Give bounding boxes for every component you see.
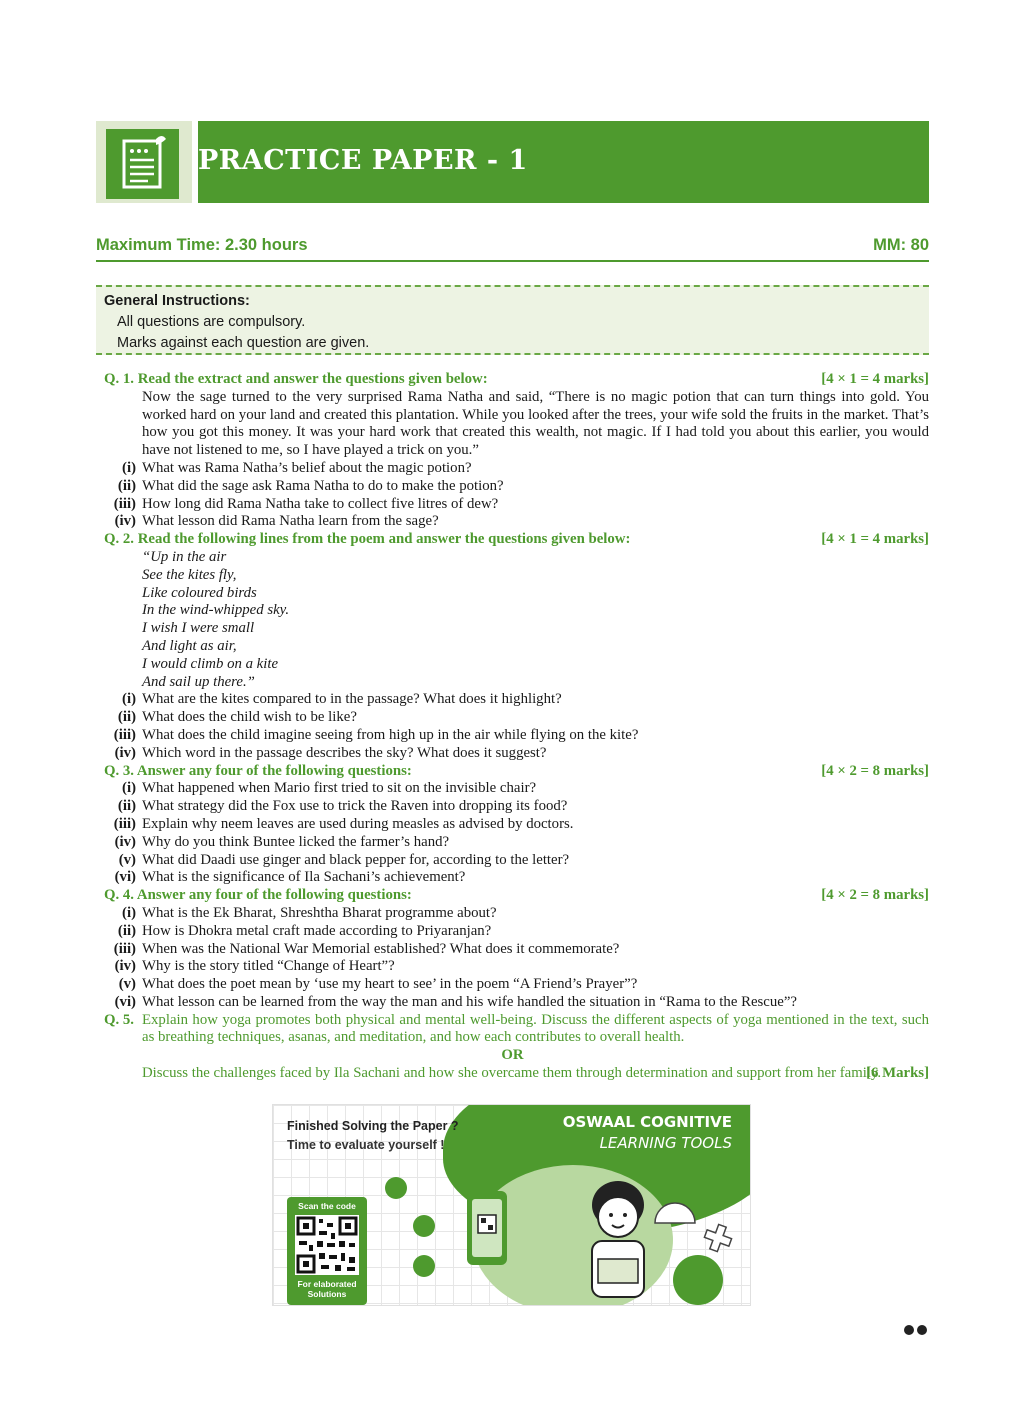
sub-question-number: (v) — [118, 976, 136, 993]
question-number: Q. 5. — [104, 1011, 135, 1028]
sub-question — [96, 460, 929, 478]
sub-question-text: What does the child wish to be like? — [142, 709, 357, 726]
brand-name: OSWAAL COGNITIVE — [562, 1113, 732, 1131]
questions — [96, 371, 929, 1083]
sub-question-number: (ii) — [117, 477, 136, 494]
sub-question — [96, 869, 929, 887]
book-icon — [413, 1255, 435, 1277]
sub-question-number: (iii) — [113, 726, 136, 743]
exam-meta — [96, 236, 929, 260]
sub-question-number: (iii) — [113, 940, 136, 957]
question-title: Answer any four of the following questions: — [136, 762, 412, 779]
sub-question-number: (iv) — [114, 513, 136, 530]
sub-question-number: (ii) — [117, 709, 136, 726]
question-heading — [96, 763, 929, 781]
instructions-title: General Instructions: — [104, 293, 250, 309]
poem-line: I would climb on a kite — [142, 655, 279, 672]
sub-question-number: (i) — [122, 691, 136, 708]
question-title: Read the following lines from the poem and answer the questions given below: — [137, 531, 631, 548]
question-heading — [96, 531, 929, 549]
qr-panel — [287, 1197, 367, 1305]
question-number: Q. 3. — [104, 762, 135, 779]
sub-question — [96, 496, 929, 514]
sub-question-number: (i) — [122, 904, 136, 921]
poem-line: And sail up there.” — [142, 673, 255, 690]
question-paper-icon — [106, 129, 179, 199]
sub-question — [96, 727, 929, 745]
sub-question — [96, 905, 929, 923]
question-heading — [96, 887, 929, 905]
protractor-icon — [653, 1197, 697, 1225]
banner-heading: Finished Solving the Paper ? — [287, 1119, 459, 1133]
sub-question-number: (iii) — [113, 815, 136, 832]
question-4 — [96, 887, 929, 1012]
sub-question-number: (iii) — [113, 495, 136, 512]
brand-tagline: LEARNING TOOLS — [599, 1134, 732, 1152]
chart-icon — [385, 1177, 407, 1199]
page-header — [96, 121, 929, 203]
page-indicator — [904, 1322, 930, 1340]
question-title: Answer any four of the following questions: — [136, 887, 412, 904]
max-marks: MM: 80 — [873, 236, 929, 254]
sub-question-number: (iv) — [114, 833, 136, 850]
question-5 — [96, 1012, 929, 1083]
sub-question-text: What does the child imagine seeing from high up in the air while flying on the kite? — [142, 726, 639, 743]
instruction-item: Marks against each question are given. — [117, 335, 370, 351]
question-number: Q. 1. — [104, 371, 135, 387]
sub-question-number: (i) — [122, 780, 136, 797]
sub-question-text: What is the Ek Bharat, Shreshtha Bharat programme about? — [142, 904, 497, 921]
sub-question-number: (iv) — [114, 744, 136, 761]
sub-question-text: What lesson can be learned from the way the man and his wife handled the situation in “Rama to the Rescue”? — [142, 993, 797, 1010]
question-number: Q. 2. — [104, 531, 135, 548]
sub-question-text: When was the National War Memorial established? What does it commemorate? — [142, 940, 620, 957]
sub-question-text: Why is the story titled “Change of Heart”? — [142, 958, 395, 975]
sub-question-number: (iv) — [114, 958, 136, 975]
sub-question — [96, 780, 929, 798]
qr-code-icon[interactable] — [295, 1215, 359, 1275]
or-divider: OR — [501, 1047, 524, 1064]
qr-caption: For elaborated Solutions — [297, 1279, 357, 1299]
sub-question-text: What strategy did the Fox use to trick the Raven into dropping its food? — [142, 798, 568, 815]
question-title: Read the extract and answer the questions given below: — [137, 371, 488, 387]
sub-question — [96, 709, 929, 727]
question-marks: [4 × 2 = 8 marks] — [821, 887, 929, 904]
sub-question — [96, 816, 929, 834]
sub-question — [96, 994, 929, 1012]
sub-question-text: Which word in the passage describes the sky? What does it suggest? — [142, 744, 547, 761]
sub-question — [96, 691, 929, 709]
max-time: Maximum Time: 2.30 hours — [96, 236, 308, 254]
question-number: Q. 4. — [104, 887, 135, 904]
question-3 — [96, 763, 929, 888]
sub-question — [96, 478, 929, 496]
sub-question-number: (i) — [122, 459, 136, 476]
sub-question-text: What does the poet mean by ‘use my heart to see’ in the poem “A Friend’s Prayer”? — [142, 976, 638, 993]
sub-question — [96, 745, 929, 763]
question-heading — [96, 371, 929, 389]
question-text: Explain how yoga promotes both physical and mental well-being. Discuss the different aspects of yoga mentioned in the text, such as breathing techniques, asanas, and meditation, and how each contributes to overall health. — [142, 1011, 929, 1046]
poem-line: Like coloured birds — [142, 584, 257, 601]
question-marks: [4 × 1 = 4 marks] — [821, 531, 929, 548]
sub-question-text: What is the significance of Ila Sachani’s achievement? — [142, 869, 466, 886]
sub-question-number: (ii) — [117, 922, 136, 939]
poem-line: And light as air, — [142, 637, 237, 654]
sub-question-text: Why do you think Buntee licked the farmer’s hand? — [142, 833, 450, 850]
sub-question-text: How long did Rama Natha take to collect five litres of dew? — [142, 495, 499, 512]
sub-question — [96, 852, 929, 870]
page-title: PRACTICE PAPER - 1 — [198, 145, 528, 176]
sub-question — [96, 976, 929, 994]
question-1 — [96, 371, 929, 531]
sub-question-text: Explain why neem leaves are used during measles as advised by doctors. — [142, 815, 574, 832]
question-marks: [6 Marks] — [866, 1065, 929, 1082]
qr-caption: Scan the code — [298, 1201, 356, 1211]
phone-icon — [467, 1191, 507, 1265]
pencil-icon — [413, 1215, 435, 1237]
sub-question-text: What are the kites compared to in the passage? What does it highlight? — [142, 691, 562, 708]
extract-passage: Now the sage turned to the very surprised Rama Natha and said, “There is no magic potion that can turn things into gold. You worked hard on your land and created this plantation. While you looked after the trees, your wife sold the fruits in the market. That’s how you got this money. It was your hard work that created this wealth, not magic. If I had told you about this earlier, you would have not listened to me, so I have played a trick on you.” — [142, 388, 929, 459]
sub-question-text: What lesson did Rama Natha learn from the sage? — [142, 513, 439, 530]
sub-question — [96, 941, 929, 959]
sub-question — [96, 834, 929, 852]
sub-question-number: (vi) — [114, 993, 136, 1010]
student-illustration — [578, 1175, 658, 1305]
sub-question — [96, 798, 929, 816]
plus-icon — [703, 1223, 733, 1253]
poem-line: See the kites fly, — [142, 566, 237, 583]
question-text-alternate: Discuss the challenges faced by Ila Sachani and how she overcame them through determination and support from her family. — [142, 1065, 882, 1082]
poem-line: In the wind-whipped sky. — [142, 602, 290, 619]
sub-question-number: (vi) — [114, 869, 136, 886]
divider — [96, 260, 929, 262]
sub-question-text: What did the sage ask Rama Natha to do to make the potion? — [142, 477, 504, 494]
sub-question-text: What happened when Mario first tried to sit on the invisible chair? — [142, 780, 537, 797]
sub-question — [96, 958, 929, 976]
banner-subheading: Time to evaluate yourself ! — [287, 1138, 445, 1152]
sub-question-text: How is Dhokra metal craft made according to Priyaranjan? — [142, 922, 492, 939]
sub-question — [96, 923, 929, 941]
question-marks: [4 × 1 = 4 marks] — [821, 371, 929, 387]
sub-question-text: What did Daadi use ginger and black pepper for, according to the letter? — [142, 851, 570, 868]
general-instructions — [96, 285, 929, 355]
oswaal-promo-banner — [272, 1104, 751, 1306]
sub-question-number: (ii) — [117, 798, 136, 815]
question-2 — [96, 531, 929, 762]
sub-question — [96, 513, 929, 531]
poem-line: I wish I were small — [142, 620, 255, 637]
poem-line: “Up in the air — [142, 548, 227, 565]
instruction-item: All questions are compulsory. — [117, 314, 306, 330]
question-marks: [4 × 2 = 8 marks] — [821, 762, 929, 779]
sub-question-text: What was Rama Natha’s belief about the magic potion? — [142, 459, 472, 476]
sub-question-number: (v) — [118, 851, 136, 868]
